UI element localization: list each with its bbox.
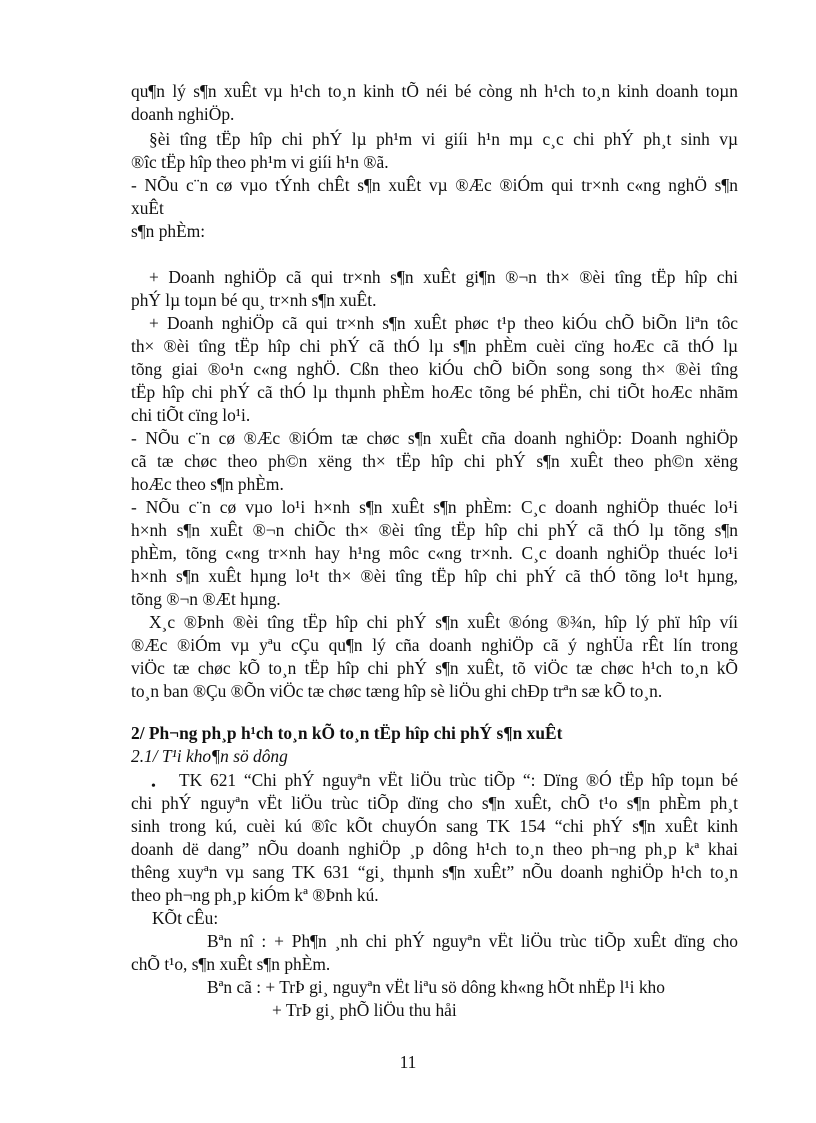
section-heading: 2/ Ph¬ng ph¸p h¹ch to¸n kÕ to¸n tËp hîp chi phÝ s¶n xuÊt: [131, 723, 563, 743]
text-line: §èi tîng tËp hîp chi phÝ lµ ph¹m vi giíi h¹n mµ c¸c chi phÝ ph¸t sinh vµ: [149, 129, 738, 149]
text-line: ®Æc ®iÓm vµ yªu cÇu qu¶n lý cña doanh nghiÖp cã ý nghÜa rÊt lín trong: [131, 635, 738, 655]
text-line: s¶n phÈm:: [131, 221, 206, 241]
text-line: xuÊt: [131, 198, 164, 218]
text-line: chi phÝ nguyªn vËt liÖu trùc tiÕp dïng cho s¶n xuÊt, chÕ t¹o s¶n phÈm ph¸t: [131, 793, 738, 813]
text-line: - NÕu c¨n cø vµo tÝnh chÊt s¶n xuÊt vµ ®Æc ®iÓm qui tr×nh c«ng nghÖ s¶n: [131, 175, 738, 195]
text-line: tõng ®¬n ®Æt hµng.: [131, 589, 281, 609]
paragraph-6: [131, 427, 738, 496]
page-number: 11: [399, 1052, 417, 1072]
credit-side-line-1: Bªn cã : + TrÞ gi¸ nguyªn vËt liªu sö dông kh«ng hÕt nhËp l¹i kho: [207, 977, 665, 997]
text-line: X¸c ®Þnh ®èi tîng tËp hîp chi phÝ s¶n xuÊt ®óng ®¾n, hîp lý phï hîp víi: [149, 612, 738, 632]
paragraph-5: [131, 312, 738, 427]
bullet-icon: •: [151, 779, 156, 794]
text-line: viÖc tæ chøc kÕ to¸n tËp hîp chi phÝ s¶n xuÊt, tõ viÖc tæ chøc h¹ch to¸n kÕ: [131, 658, 738, 678]
text-line: chi tiÕt cïng lo¹i.: [131, 405, 251, 425]
text-line: cã tæ chøc theo ph©n xëng th× tËp hîp chi phÝ s¶n xuÊt theo ph©n xëng: [131, 451, 738, 471]
paragraph-9: [131, 769, 738, 907]
text-line: TK 621 “Chi phÝ nguyªn vËt liÖu trùc tiÕp “: Dïng ®Ó tËp hîp toµn bé: [179, 770, 738, 790]
subsection-heading: 2.1/ T¹i kho¶n sö dông: [131, 746, 288, 766]
text-line: - NÕu c¨n cø vµo lo¹i h×nh s¶n xuÊt s¶n phÈm: C¸c doanh nghiÖp thuéc lo¹i: [131, 497, 738, 517]
paragraph-7: [131, 496, 738, 611]
text-line: doanh nghiÖp.: [131, 104, 235, 124]
credit-side-line-2: + TrÞ gi¸ phÕ liÖu thu håi: [272, 1000, 457, 1020]
paragraph-8: [131, 611, 738, 703]
text-line: + Doanh nghiÖp cã qui tr×nh s¶n xuÊt phøc t¹p theo kiÓu chÕ biÕn liªn tôc: [149, 313, 738, 333]
text-line: thêng xuyªn vµ sang TK 631 “gi¸ thµnh s¶n xuÊt” nÕu doanh nghiÖp h¹ch to¸n: [131, 862, 738, 882]
text-line: tõng giai ®o¹n c«ng nghÖ. Cßn theo kiÓu chÕ biÕn song song th× ®èi tîng: [131, 359, 738, 379]
text-line: h×nh s¶n xuÊt hµng lo¹t th× ®èi tîng tËp hîp chi phÝ cã thÓ tõng lo¹t hµng,: [131, 566, 738, 586]
structure-label: KÕt cÊu:: [152, 908, 219, 928]
text-line: phÝ lµ toµn bé qu¸ tr×nh s¶n xuÊt.: [131, 290, 377, 310]
paragraph-1: [131, 80, 738, 126]
paragraph-3: [131, 174, 738, 243]
text-line: chÕ t¹o, s¶n xuÊt s¶n phÈm.: [131, 954, 331, 974]
text-line: h×nh s¶n xuÊt ®¬n chiÕc th× ®èi tîng tËp hîp chi phÝ cã thÓ lµ tõng s¶n: [131, 520, 738, 540]
text-line: qu¶n lý s¶n xuÊt vµ h¹ch to¸n kinh tÕ néi bé còng nh h¹ch to¸n kinh doanh toµn: [131, 81, 738, 101]
text-line: sinh trong kú, cuèi kú ®îc kÕt chuyÓn sang TK 154 “chi phÝ s¶n xuÊt kinh: [131, 816, 738, 836]
text-line: tËp hîp chi phÝ cã thÓ lµ thµnh phÈm hoÆc tõng bé phËn, chi tiÕt hoÆc nhãm: [131, 382, 738, 402]
text-line: hoÆc theo s¶n phÈm.: [131, 474, 284, 494]
paragraph-2: [131, 128, 738, 174]
text-line: ®îc tËp hîp theo ph¹m vi giíi h¹n ®ã.: [131, 152, 389, 172]
text-line: doanh dë dang” nÕu doanh nghiÖp ¸p dông h¹ch to¸n theo ph¬ng ph¸p kª khai: [131, 839, 738, 859]
debit-side: [131, 930, 738, 976]
text-line: to¸n ban ®Çu ®Õn viÖc tæ chøc tæng hîp sè liÖu ghi chÐp trªn sæ kÕ to¸n.: [131, 681, 663, 701]
text-line: - NÕu c¨n cø ®Æc ®iÓm tæ chøc s¶n xuÊt cña doanh nghiÖp: Doanh nghiÖp: [131, 428, 738, 448]
paragraph-4: [131, 266, 738, 312]
text-line: Bªn nî : + Ph¶n ¸nh chi phÝ nguyªn vËt liÖu trùc tiÕp xuÊt dïng cho: [207, 931, 738, 951]
text-line: th× ®èi tîng tËp hîp chi phÝ cã thÓ lµ s¶n phÈm cuèi cïng hoÆc cã thÓ lµ: [131, 336, 738, 356]
text-line: + Doanh nghiÖp cã qui tr×nh s¶n xuÊt gi¶n ®¬n th× ®èi tîng tËp hîp chi: [149, 267, 738, 287]
text-line: theo ph¬ng ph¸p kiÓm kª ®Þnh kú.: [131, 885, 379, 905]
text-line: phÈm, tõng c«ng tr×nh hay h¹ng môc c«ng tr×nh. C¸c doanh nghiÖp thuéc lo¹i: [131, 543, 738, 563]
